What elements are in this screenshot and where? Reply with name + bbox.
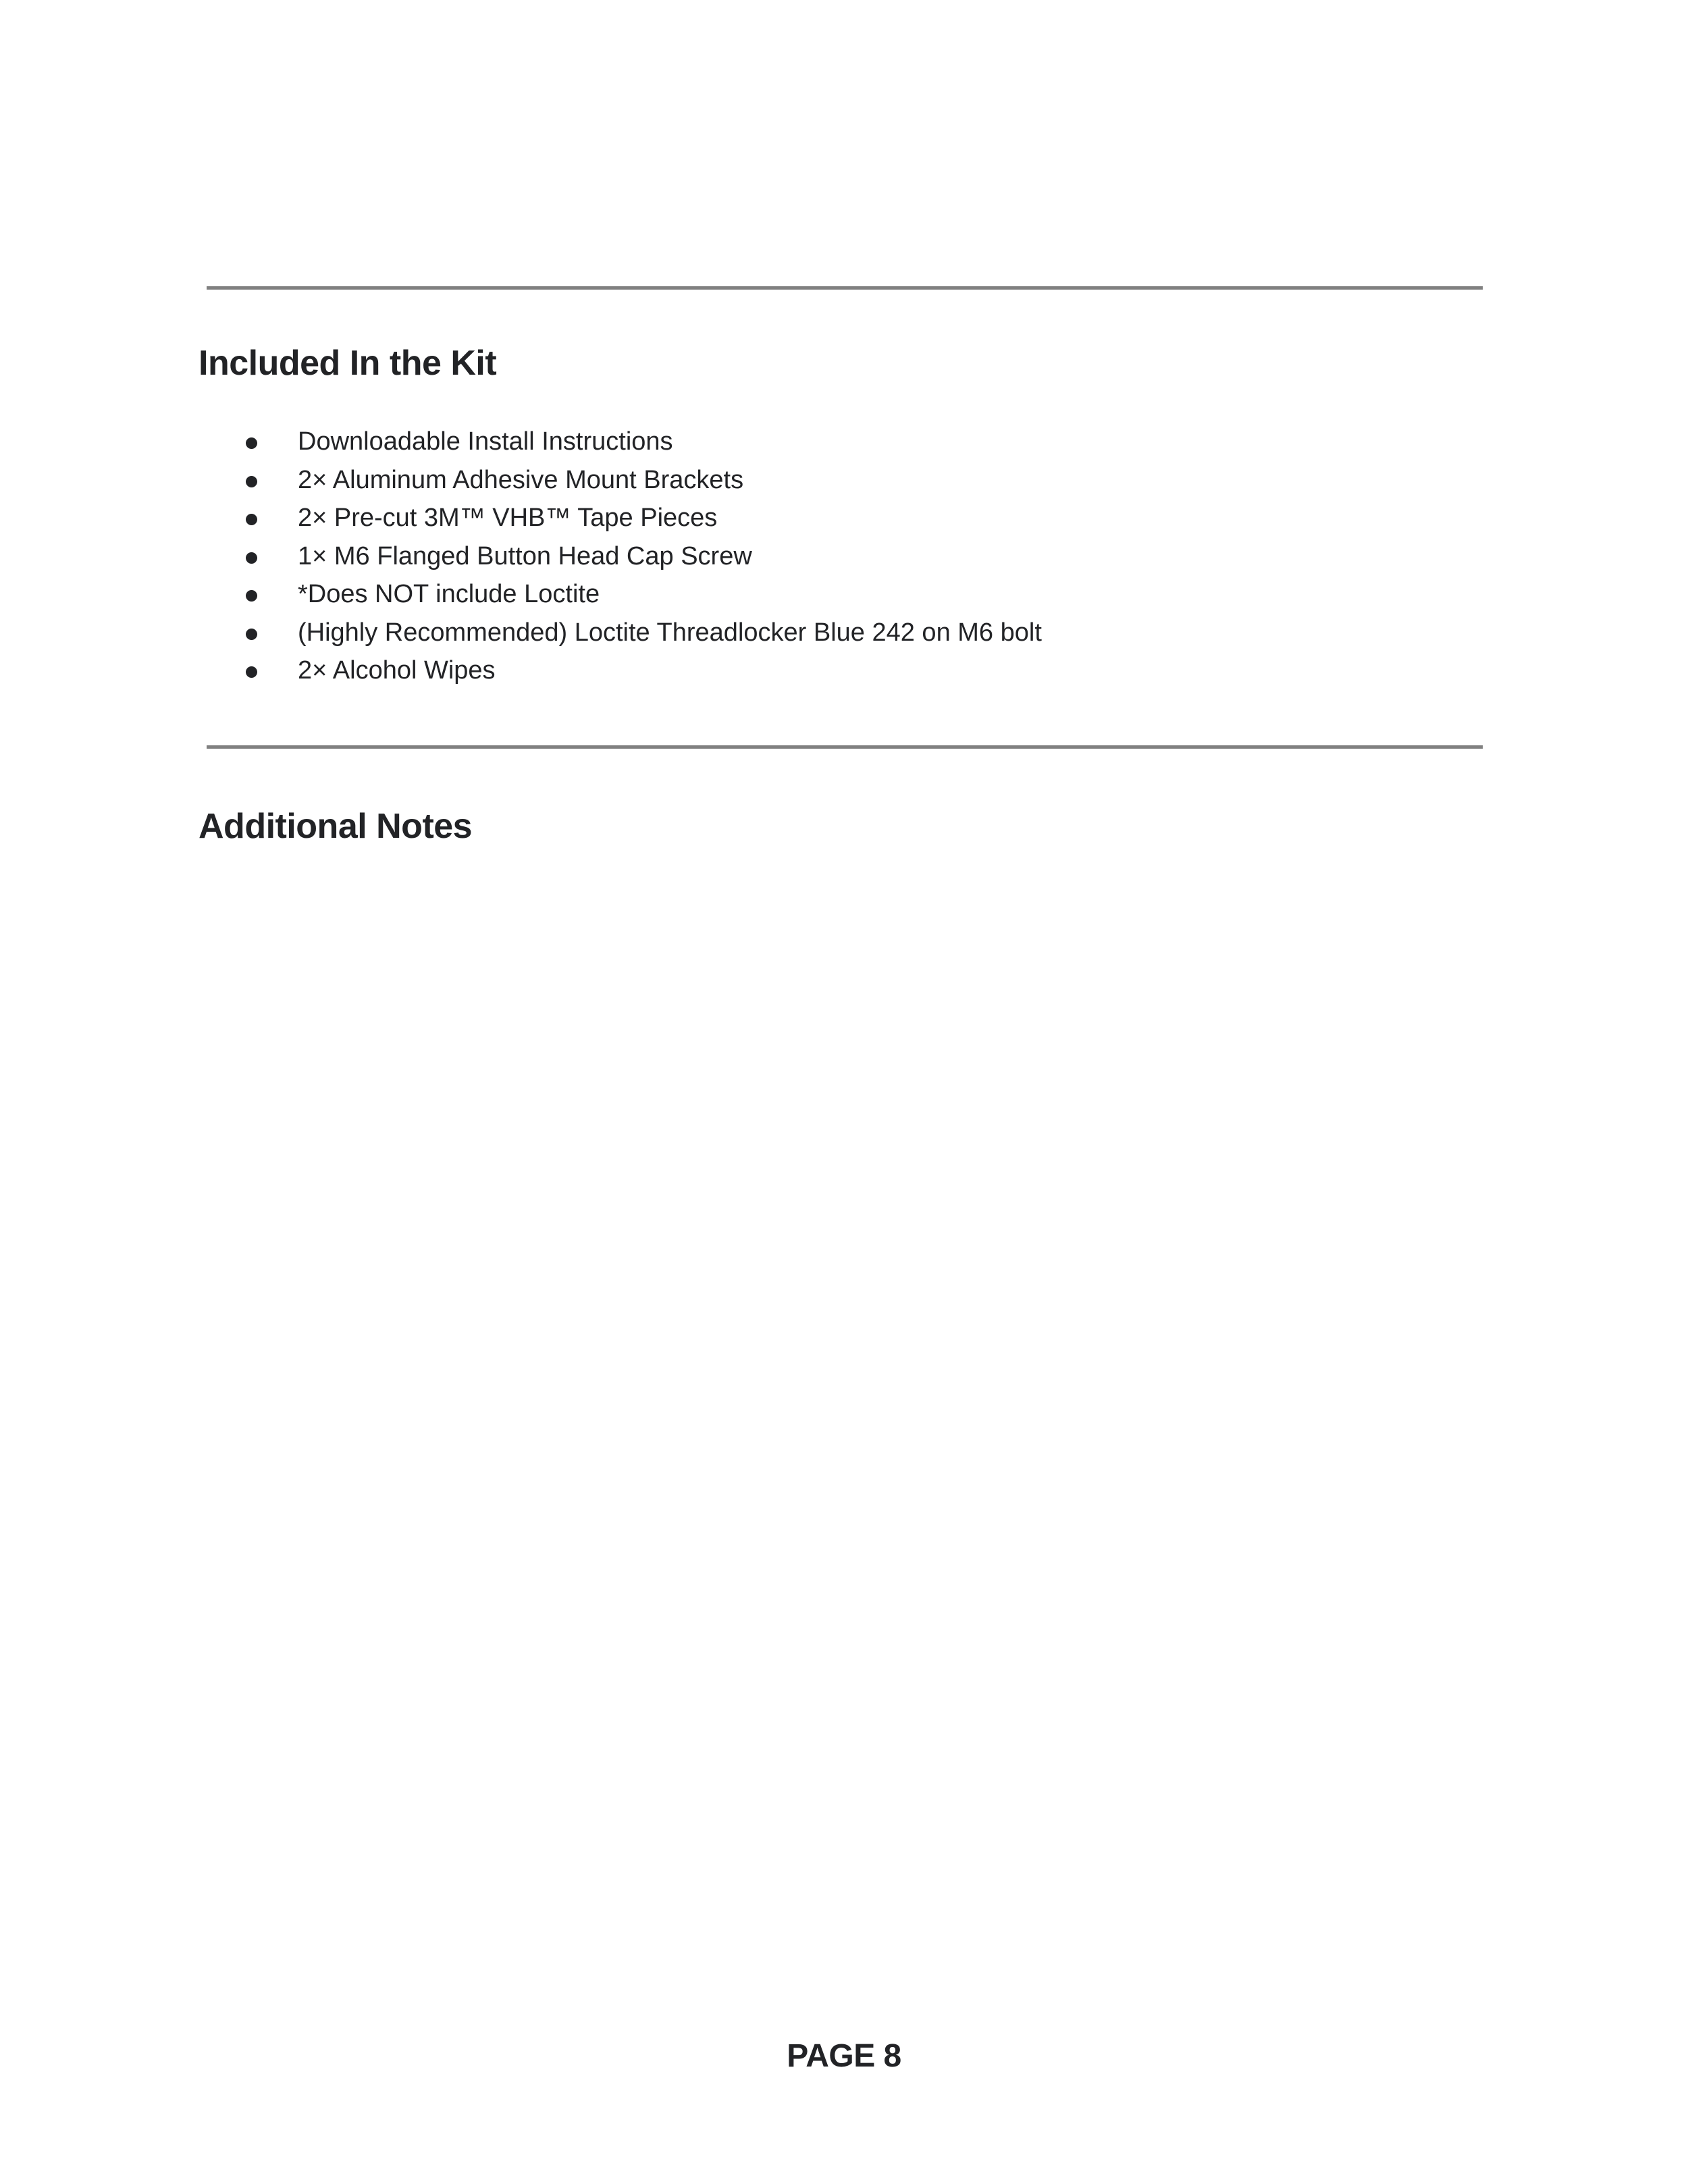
list-item-text: 2× Alcohol Wipes xyxy=(298,656,496,685)
bullet-icon xyxy=(246,476,257,487)
section-divider-top xyxy=(207,286,1483,290)
page-number: PAGE 8 xyxy=(787,2038,901,2074)
bullet-icon xyxy=(246,552,257,564)
list-item-text: Downloadable Install Instructions xyxy=(298,427,673,456)
list-item-text: 1× M6 Flanged Button Head Cap Screw xyxy=(298,541,752,570)
bullet-icon xyxy=(246,514,257,525)
list-item-text: 2× Aluminum Adhesive Mount Brackets xyxy=(298,465,744,494)
bullet-icon xyxy=(246,437,257,449)
bullet-icon xyxy=(246,629,257,640)
bullet-icon xyxy=(246,590,257,602)
list-item-text: 2× Pre-cut 3M™ VHB™ Tape Pieces xyxy=(298,504,718,532)
kit-heading: Included In the Kit xyxy=(199,344,497,383)
list-item-text: *Does NOT include Loctite xyxy=(298,580,600,608)
list-item-text: (Highly Recommended) Loctite Threadlocker Blue 242 on M6 bolt xyxy=(298,618,1042,647)
additional-notes-heading: Additional Notes xyxy=(199,807,473,846)
bullet-icon xyxy=(246,666,257,678)
section-divider-middle xyxy=(207,745,1483,749)
